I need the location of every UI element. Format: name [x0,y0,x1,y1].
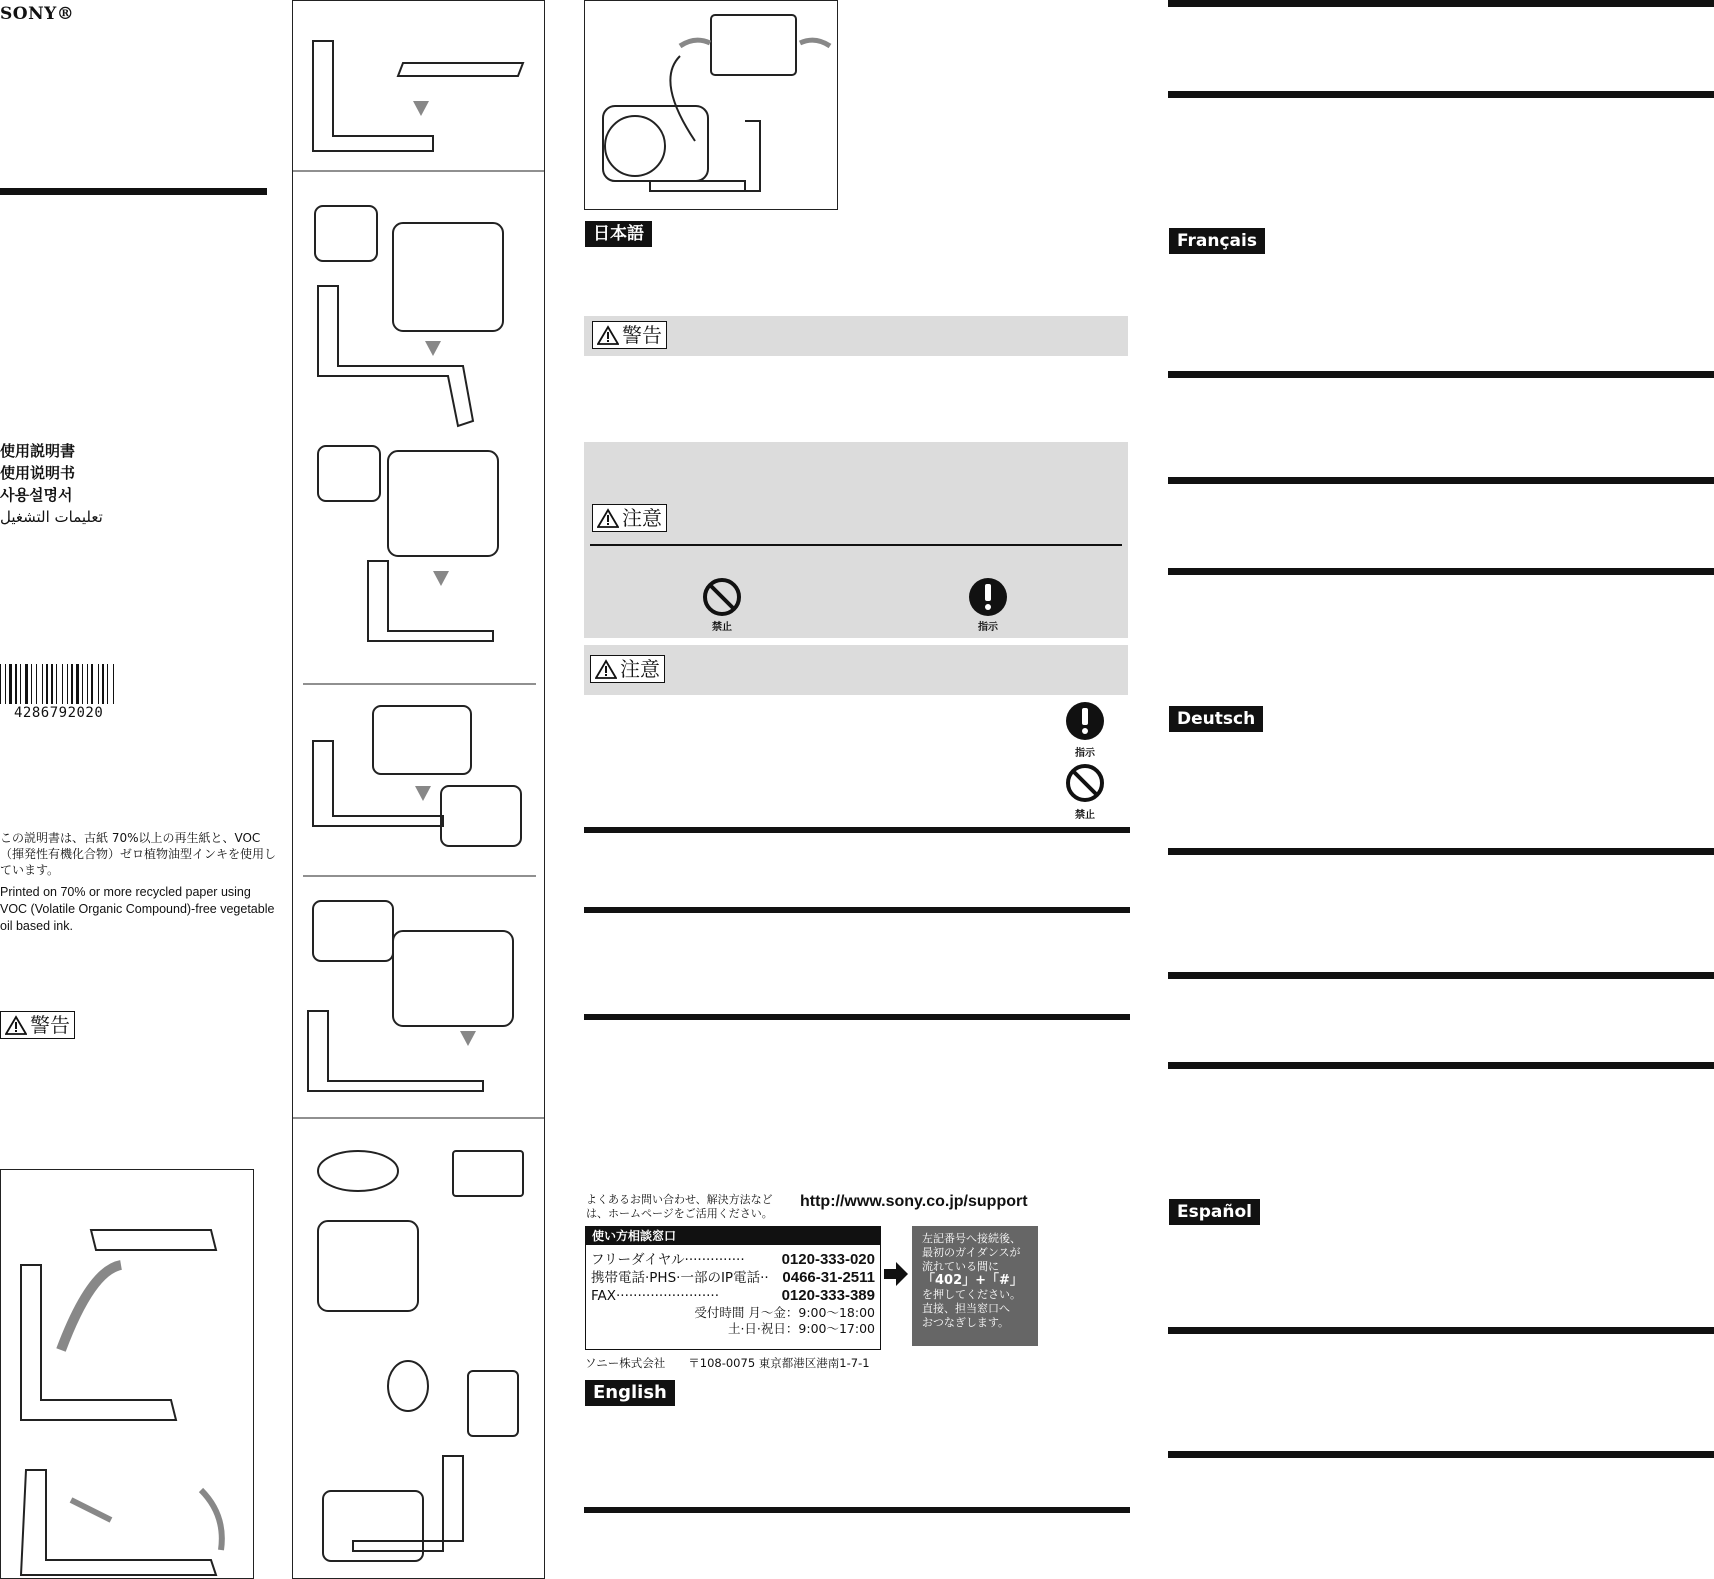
recycle-note-ja: この説明書は、古紙 70%以上の再生紙と、VOC（揮発性有機化合物）ゼロ植物油型インキを使用しています。 [0,831,277,877]
section-rule [584,827,1130,833]
guide-line: 左記番号へ接続後、 [922,1232,1021,1245]
lang-tag-english: English [585,1380,675,1406]
instruct-icon [968,577,1008,617]
guide-line: おつなぎします。 [922,1316,1010,1329]
bracket-illustration-fold [0,1169,254,1579]
contact-row-number: 0120-333-020 [781,1251,875,1268]
contact-row-number: 0120-333-389 [781,1287,875,1304]
caution-divider [590,544,1122,546]
barcode-image [0,664,131,704]
prohibit-label-2: 禁止 [1075,810,1095,821]
mounting-steps-drawing [293,1,544,1578]
section-rule [1168,1062,1714,1069]
lang-tag-spanish: Español [1169,1199,1260,1225]
guide-line: 直接、担当窓口へ [922,1302,1010,1315]
contact-row-number: 0466-31-2511 [782,1269,875,1286]
contact-title: 使い方相談窓口 [586,1227,880,1245]
caution-label-2 [590,655,665,683]
guidance-box [912,1226,1038,1346]
section-rule [1168,0,1714,7]
caution-symbol-section [584,442,1128,638]
section-rule [1168,91,1714,98]
manual-titles [0,440,103,528]
instruct-label: 指示 [978,622,998,633]
lang-tag-japanese: 日本語 [585,221,652,247]
support-url-link[interactable]: http://www.sony.co.jp/support [800,1193,1028,1210]
instruct-icon [1065,701,1105,741]
section-rule [1168,1451,1714,1458]
recycle-note-en: Printed on 70% or more recycled paper using VOC (Volatile Organic Compound)-free vegetable oil based ink. [0,885,275,933]
camera-light-drawing [585,1,837,209]
guide-line: 最初のガイダンスが [922,1246,1021,1259]
warning-label-ja [592,321,667,349]
title-rule [0,188,267,195]
contact-box [585,1226,881,1350]
section-rule [1168,477,1714,484]
section-rule [584,1014,1130,1020]
section-rule [584,1507,1130,1513]
contact-row-label: 携帯電話·PHS·一部のIP電話·· [591,1270,769,1286]
warning-triangle-icon [595,659,617,679]
guide-line: 流れている間に [922,1260,999,1273]
title-ja: 使用説明書 [0,442,76,460]
section-rule [1168,972,1714,979]
section-rule [1168,1327,1714,1334]
title-ko: 사용설명서 [0,486,73,504]
warning-label-ja-text: 警告 [622,323,662,347]
support-note: よくあるお問い合わせ、解決方法などは、ホームページをご活用ください。 [586,1193,773,1220]
hours-weekday: 受付時間 月〜金：9:00〜18:00 [694,1305,875,1320]
warning-label-col1 [0,1011,75,1039]
title-zh: 使用说明书 [0,464,76,482]
contact-row-label: フリーダイヤル·············· [591,1252,745,1268]
instruct-label-2: 指示 [1075,748,1095,759]
company-address: ソニー株式会社 〒108-0075 東京都港区港南1-7-1 [585,1356,870,1370]
lang-tag-french: Français [1169,228,1265,254]
warning-section-ja [584,316,1128,356]
warning-triangle-icon [597,508,619,528]
contact-row [586,1251,880,1269]
hours-weekend: 土·日·祝日：9:00〜17:00 [727,1321,875,1336]
prohibit-icon [702,577,742,617]
contact-row-label: FAX························ [591,1288,719,1304]
sony-logo: SONY® [0,4,75,24]
barcode-number: 4286792020 [14,705,104,721]
caution-label-1-text: 注意 [622,506,662,530]
prohibit-label: 禁止 [712,622,732,633]
title-ar: تعليمات التشغيل [0,508,103,526]
section-rule [1168,371,1714,378]
caution-label-2-text: 注意 [620,657,660,681]
guide-keys: 「402」+「#」 [922,1273,1023,1288]
illustration-column [292,0,545,1579]
contact-row [586,1269,880,1287]
illustration-light-mount [584,0,838,210]
section-rule [584,907,1130,913]
section-rule [1168,568,1714,575]
section-rule [1168,848,1714,855]
caution-label-1 [592,504,667,532]
guide-line: を押してください。 [922,1288,1021,1301]
lang-tag-german: Deutsch [1169,706,1263,732]
bracket-fold-drawing [1,1170,253,1578]
warning-triangle-icon [597,325,619,345]
caution-section-ja [584,645,1128,695]
warning-triangle-icon [5,1015,27,1035]
contact-row [586,1287,880,1305]
warning-label-text: 警告 [30,1013,70,1037]
arrow-right-icon [884,1262,908,1286]
prohibit-icon [1065,763,1105,803]
